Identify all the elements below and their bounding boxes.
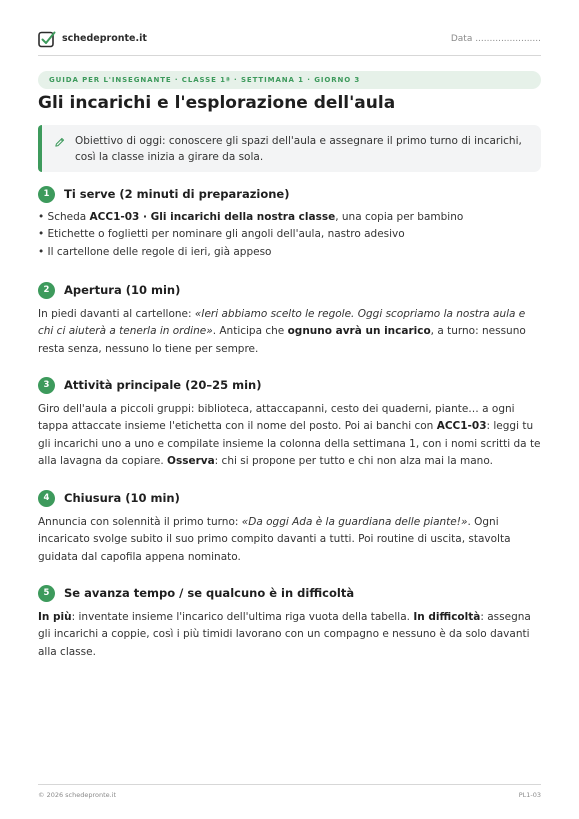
section-paragraph: Giro dell'aula a piccoli gruppi: biblioteca, attaccapanni, cesto dei quaderni, piante… a ogni tappa attaccate insieme l'etichetta con il nome del posto. Poi ai banchi con ACC1-03: leggi tu gli incarichi uno a uno e compilate insieme la colonna della settimana 1, con i nomi scritti da te alla lavagna da copiare. Osserva: chi si propone per tutto e chi non alza mai la mano.: [38, 403, 541, 468]
copyright-text: © 2026 schedepronte.it: [38, 791, 117, 799]
section-title: Ti serve (2 minuti di preparazione): [64, 187, 290, 201]
section-title: Se avanza tempo / se qualcuno è in difficoltà: [64, 586, 355, 600]
goal-line: così la classe inizia a girare da sola.: [75, 150, 264, 163]
section-number: 5: [38, 585, 55, 602]
section-paragraph: In piedi davanti al cartellone: «Ieri abbiamo scelto le regole. Oggi scopriamo la nostra aula e chi ci aiuterà a tenerla in ordine». Anticipa che ognuno avrà un incarico, a turno: nessuno resta senza, nessuno lo tiene per sempre.: [38, 308, 526, 355]
section-extra: [38, 585, 541, 661]
page-title: Gli incarichi e l'esplorazione dell'aula: [38, 93, 396, 113]
list-item: • Scheda ACC1-03 · Gli incarichi della nostra classe, una copia per bambino: [38, 211, 464, 223]
list-item: • Etichette o foglietti per nominare gli angoli dell'aula, nastro adesivo: [38, 228, 405, 241]
pencil-icon: [54, 137, 65, 148]
section-number: 1: [38, 186, 55, 203]
section-title: Attività principale (20–25 min): [64, 378, 262, 392]
section-number: 4: [38, 490, 55, 507]
section-header: [38, 490, 541, 508]
section-title: Apertura (10 min): [64, 283, 181, 297]
section-header: [38, 377, 541, 395]
section-number: 3: [38, 377, 55, 394]
materials-list: [38, 209, 541, 261]
section-closing: [38, 490, 541, 566]
goal-callout: [38, 125, 541, 172]
section-number: 2: [38, 282, 55, 299]
goal-line: Obiettivo di oggi: conoscere gli spazi dell'aula e assegnare il primo turno di incarichi,: [75, 135, 522, 147]
section-opening: [38, 282, 541, 358]
date-field: Data .......................: [450, 34, 541, 44]
section-main-activity: [38, 377, 541, 471]
kicker-banner: GUIDA PER L'INSEGNANTE · CLASSE 1ª · SETTIMANA 1 · GIORNO 3: [38, 71, 541, 89]
page-header: [38, 30, 541, 56]
section-paragraph: Annuncia con solennità il primo turno: «Da oggi Ada è la guardiana delle piante!». Ogni incaricato svolge subito il suo primo compito davanti a tutti. Poi routine di uscita, stavolta guidata dal capofila appena nominato.: [38, 516, 511, 563]
section-materials: [38, 186, 541, 261]
section-header: [38, 585, 541, 603]
goal-text: [75, 134, 530, 165]
page-code: PL1-03: [518, 791, 541, 799]
section-paragraph: In più: inventate insieme l'incarico dell'ultima riga vuota della tabella. In difficoltà: assegna gli incarichi a coppie, così i più timidi lavorano con un compagno e nessuno è da solo davanti alla classe.: [38, 611, 531, 658]
section-header: [38, 186, 541, 204]
checkbox-logo-icon: [38, 30, 56, 48]
brand-name: schedepronte.it: [62, 33, 147, 44]
section-header: [38, 282, 541, 300]
goal-accent-bar: [38, 125, 42, 172]
page-footer: [38, 784, 541, 804]
section-title: Chiusura (10 min): [64, 491, 180, 505]
list-item: • Il cartellone delle regole di ieri, già appeso: [38, 245, 272, 258]
